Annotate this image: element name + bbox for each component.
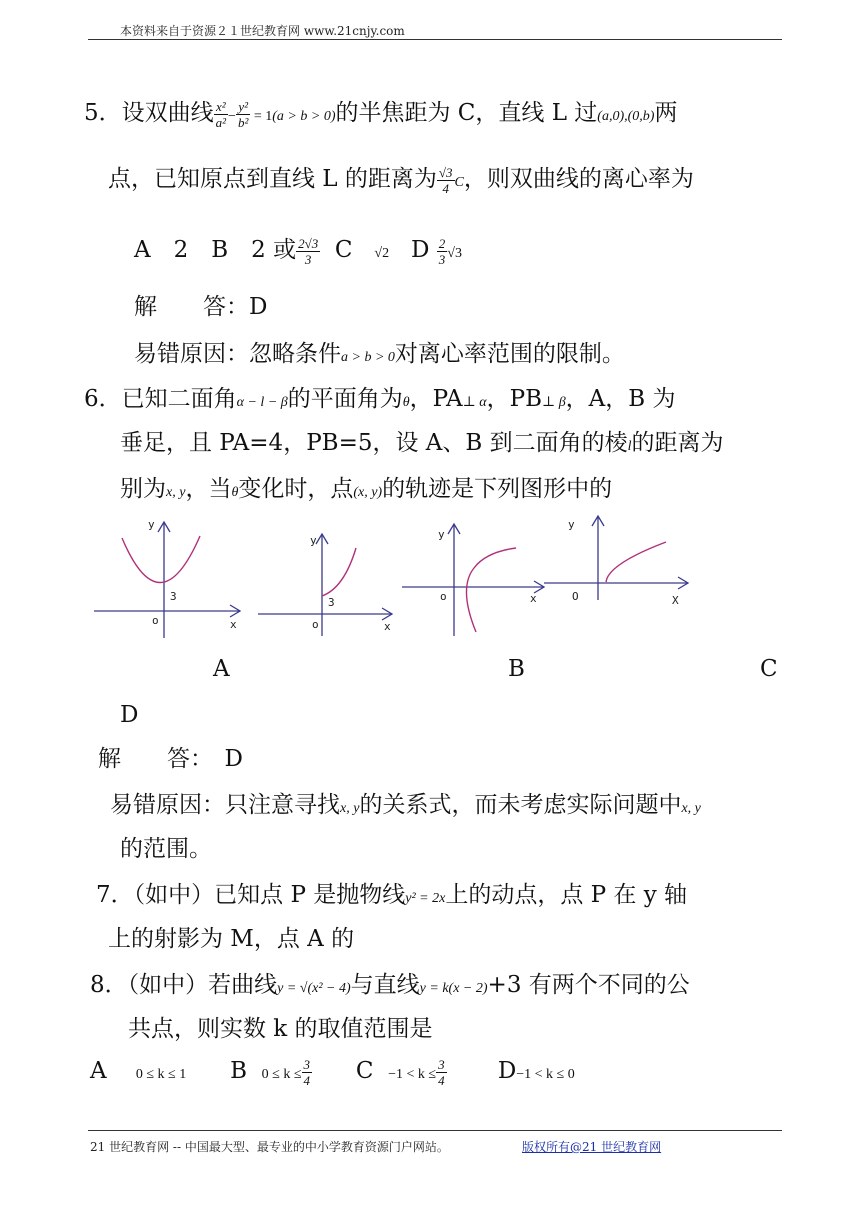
q8-line1 bbox=[90, 970, 690, 1004]
q6-error-tail: 的范围。 bbox=[120, 836, 212, 862]
q5-text2: 两 bbox=[654, 100, 678, 126]
fig-c-curve bbox=[466, 548, 516, 632]
q6-dihedral: α − l − β bbox=[236, 395, 288, 410]
fig-d-x-label: X bbox=[672, 594, 679, 607]
q8-line1c: +3 有两个不同的公 bbox=[487, 972, 690, 998]
q8-line: y = k(x − 2) bbox=[419, 981, 488, 996]
q6-line1 bbox=[84, 384, 676, 418]
q8-opt-b-label: B bbox=[230, 1058, 248, 1084]
footer-left: 21 世纪教育网 -- 中国最大型、最专业的中小学教育资源门户网站。 bbox=[90, 1140, 449, 1154]
fig-d-curve bbox=[606, 542, 666, 582]
q6-line3a: 别为 bbox=[120, 476, 166, 502]
q6-theta: θ bbox=[402, 395, 410, 410]
q6-error bbox=[110, 790, 701, 824]
fig-a-x-label: x bbox=[230, 618, 237, 631]
q6-perp-a: ⊥ α bbox=[462, 395, 487, 410]
q8-line1b: 与直线 bbox=[350, 972, 420, 998]
footer-copyright-link[interactable]: 版权所有@21 世纪教育网 bbox=[522, 1140, 662, 1154]
q5-lead: 5．设双曲线 bbox=[84, 100, 214, 126]
q6-line3c: 变化时，点 bbox=[238, 476, 354, 502]
q6-line1a: 6．已知二面角 bbox=[84, 386, 237, 412]
q5-line1: 5．设双曲线 $\frac{\text{x²}}{\text{a²}}$ − $\frac{\text{y²}}{\text{b²}}$ = 1(a > b > 0)的半焦距为 C，直线 L 过(a,0),(0,b)两 bbox=[84, 98, 678, 130]
header-rule bbox=[88, 39, 782, 40]
header-source: 本资料来自于资源２１世纪教育网 www.21cnjy.com bbox=[120, 24, 405, 38]
fig-b-origin: o bbox=[312, 618, 319, 631]
q6-label-c: C bbox=[760, 656, 778, 682]
q6-line3b: ，当 bbox=[185, 476, 232, 502]
q6-line2 bbox=[120, 428, 724, 462]
q7-line1b: 上的动点，点 P 在 y 轴 bbox=[445, 882, 688, 908]
q5-error bbox=[134, 339, 625, 373]
q5-frac-dist: $\frac{√3}{4}$ bbox=[438, 164, 453, 196]
fig-c-x-label: x bbox=[530, 592, 537, 605]
q5-cond: (a > b > 0) bbox=[272, 109, 336, 124]
fig-b-y-label: y bbox=[310, 534, 317, 547]
q5-error-lead: 易错原因：忽略条件 bbox=[134, 341, 341, 367]
q6-l: l bbox=[627, 439, 632, 454]
fig-b-curve bbox=[322, 548, 356, 596]
q6-label-b: B bbox=[508, 656, 525, 682]
footer-right[interactable] bbox=[522, 1138, 661, 1155]
q6-line3d: 的轨迹是下列图形中的 bbox=[382, 476, 613, 502]
q6-line3 bbox=[120, 474, 612, 508]
q6-error-xy1: x, y bbox=[340, 801, 360, 816]
q7-line2: 上的射影为 M，点 A 的 bbox=[108, 926, 355, 952]
fig-c-origin: o bbox=[440, 590, 447, 603]
footer-rule bbox=[88, 1130, 782, 1131]
q6-answer: 解 答： D bbox=[98, 746, 243, 772]
q7-line1 bbox=[96, 880, 687, 914]
q5-answer: 解 答：D bbox=[134, 294, 268, 320]
q8-opt-a: 0 ≤ k ≤ 1 bbox=[135, 1067, 187, 1082]
q8-options bbox=[90, 1056, 575, 1090]
q6-line1d: ，PB bbox=[486, 386, 543, 412]
q8-opt-c: −1 < k ≤ bbox=[388, 1067, 437, 1082]
q8-opt-b: 0 ≤ k ≤ bbox=[261, 1067, 302, 1082]
fig-c-y-label: y bbox=[438, 528, 445, 541]
fig-b-three: 3 bbox=[328, 596, 335, 609]
q6-perp-b: ⊥ β bbox=[542, 395, 566, 410]
q5-opt-b-frac: $\frac{2√3}{3}$ bbox=[298, 235, 319, 267]
q7-line1a: 7．（如中）已知点 P 是抛物线 bbox=[96, 882, 406, 908]
q5-error-cond: a > b > 0 bbox=[341, 350, 395, 365]
q8-line2: 共点，则实数 k 的取值范围是 bbox=[128, 1016, 433, 1042]
q8-opt-c-frac: $\frac{3}{4}$ bbox=[438, 1056, 445, 1088]
fig-a-curve bbox=[122, 536, 200, 583]
q8-opt-a-label: A bbox=[90, 1058, 107, 1084]
q5-text1: 的半焦距为 C，直线 L 过 bbox=[335, 100, 598, 126]
q5-options: A 2 B 2 或 $\frac{2√3}{3}$ C √2 D $\frac{2}{3}$ √3 bbox=[134, 235, 462, 267]
fig-a-y-label: y bbox=[148, 518, 155, 531]
q6-error-mid: 的关系式，而未考虑实际问题中 bbox=[359, 792, 682, 818]
q6-line1b: 的平面角为 bbox=[287, 386, 403, 412]
fig-a-origin: o bbox=[152, 614, 159, 627]
q5-opt-d: D bbox=[411, 237, 430, 263]
q6-theta-2: θ bbox=[231, 485, 239, 500]
q6-xy: x, y bbox=[166, 485, 186, 500]
q5-line2: 点，已知原点到直线 L 的距离为 $\frac{√3}{4}$ C，则双曲线的离心率为 bbox=[108, 164, 694, 196]
q5-points: (a,0),(0,b) bbox=[597, 109, 655, 124]
fig-b-x-label: x bbox=[384, 620, 391, 633]
q5-frac-x: $\frac{\text{x²}}{\text{a²}}$ bbox=[215, 98, 227, 130]
q5-line2b: ，则双曲线的离心率为 bbox=[463, 166, 694, 192]
q5-frac-y: $\frac{\text{y²}}{\text{b²}}$ bbox=[237, 98, 249, 130]
q5-error-tail: 对离心率范围的限制。 bbox=[394, 341, 625, 367]
q8-opt-d-label: D bbox=[497, 1058, 517, 1084]
q8-line1a: 8．（如中）若曲线 bbox=[90, 972, 278, 998]
q5-line2a: 点，已知原点到直线 L 的距离为 bbox=[108, 166, 437, 192]
q8-opt-c-label: C bbox=[355, 1058, 374, 1084]
q6-error-xy2: x, y bbox=[681, 801, 701, 816]
q6-line1e: ，A，B 为 bbox=[565, 386, 676, 412]
q5-opt-c: C bbox=[334, 237, 353, 263]
q5-opt-ab: A 2 B 2 或 bbox=[134, 237, 297, 263]
q5-opt-d-frac: $\frac{2}{3}$ bbox=[438, 235, 446, 267]
q6-label-a: A bbox=[213, 656, 230, 682]
q6-line2b: 的距离为 bbox=[631, 430, 724, 456]
q7-eq: y² = 2x bbox=[405, 891, 446, 906]
fig-d-origin: O bbox=[572, 590, 579, 603]
q6-error-lead: 易错原因：只注意寻找 bbox=[110, 792, 340, 818]
q6-label-d: D bbox=[120, 702, 139, 728]
fig-d-y-label: y bbox=[568, 518, 575, 531]
q6-pxy: (x, y) bbox=[353, 485, 383, 500]
q8-opt-d: −1 < k ≤ 0 bbox=[516, 1067, 575, 1082]
q6-figures bbox=[88, 508, 698, 648]
q8-curve: y = √(x² − 4) bbox=[277, 981, 351, 996]
fig-a-three: 3 bbox=[170, 590, 177, 603]
q6-line1c: ，PA bbox=[409, 386, 463, 412]
q8-opt-b-frac: $\frac{3}{4}$ bbox=[303, 1056, 311, 1088]
q6-line2a: 垂足，且 PA=4，PB=5，设 A、B 到二面角的棱 bbox=[120, 430, 628, 456]
